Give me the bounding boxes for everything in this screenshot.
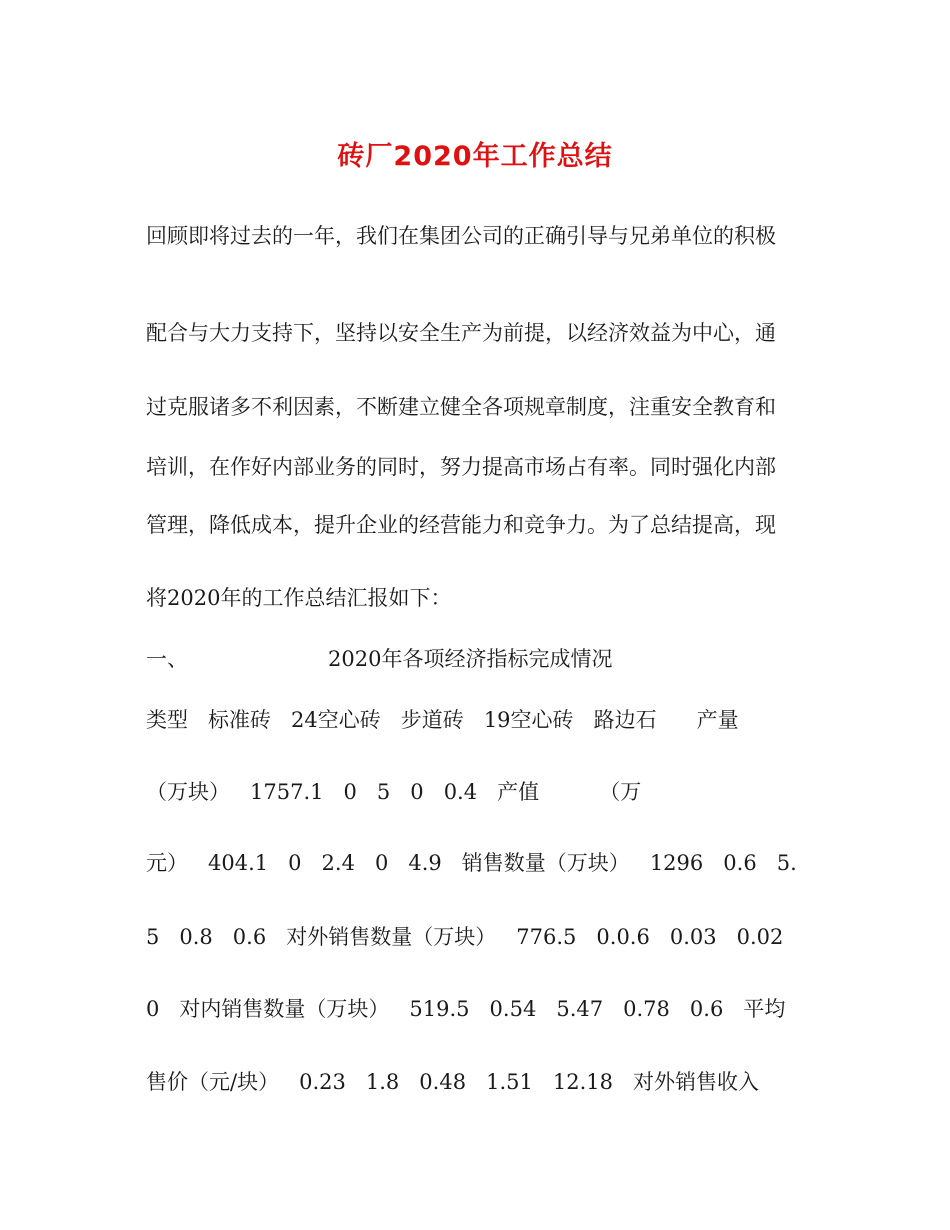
table-text-line: （万块） 1757.1 0 5 0 0.4 产值 （万 <box>146 780 642 804</box>
table-text-line: 类型 标准砖 24空心砖 步道砖 19空心砖 路边石 产量 <box>146 708 739 732</box>
paragraph-line: 培训，在作好内部业务的同时，努力提高市场占有率。同时强化内部 <box>146 455 776 479</box>
paragraph-line: 管理，降低成本，提升企业的经营能力和竞争力。为了总结提高，现 <box>146 513 776 537</box>
paragraph-line: 将2020年的工作总结汇报如下： <box>146 586 452 610</box>
table-text-line: 0 对内销售数量（万块） 519.5 0.54 5.47 0.78 0.6 平均 <box>146 997 786 1021</box>
paragraph-line: 配合与大力支持下，坚持以安全生产为前提，以经济效益为中心，通 <box>146 321 776 345</box>
table-text-line: 5 0.8 0.6 对外销售数量（万块） 776.5 0.0.6 0.03 0.02 <box>146 925 784 949</box>
document-title: 砖厂2020年工作总结 <box>337 141 613 172</box>
table-text-line: 售价（元/块） 0.23 1.8 0.48 1.51 12.18 对外销售收入 <box>146 1070 760 1094</box>
paragraph-line: 回顾即将过去的一年，我们在集团公司的正确引导与兄弟单位的积极 <box>146 224 776 248</box>
table-text-line: 元） 404.1 0 2.4 0 4.9 销售数量（万块） 1296 0.6 5. <box>146 851 797 875</box>
section-number: 一、 <box>146 647 188 671</box>
paragraph-line: 过克服诸多不利因素，不断建立健全各项规章制度，注重安全教育和 <box>146 395 776 419</box>
section-title: 2020年各项经济指标完成情况 <box>328 647 613 671</box>
